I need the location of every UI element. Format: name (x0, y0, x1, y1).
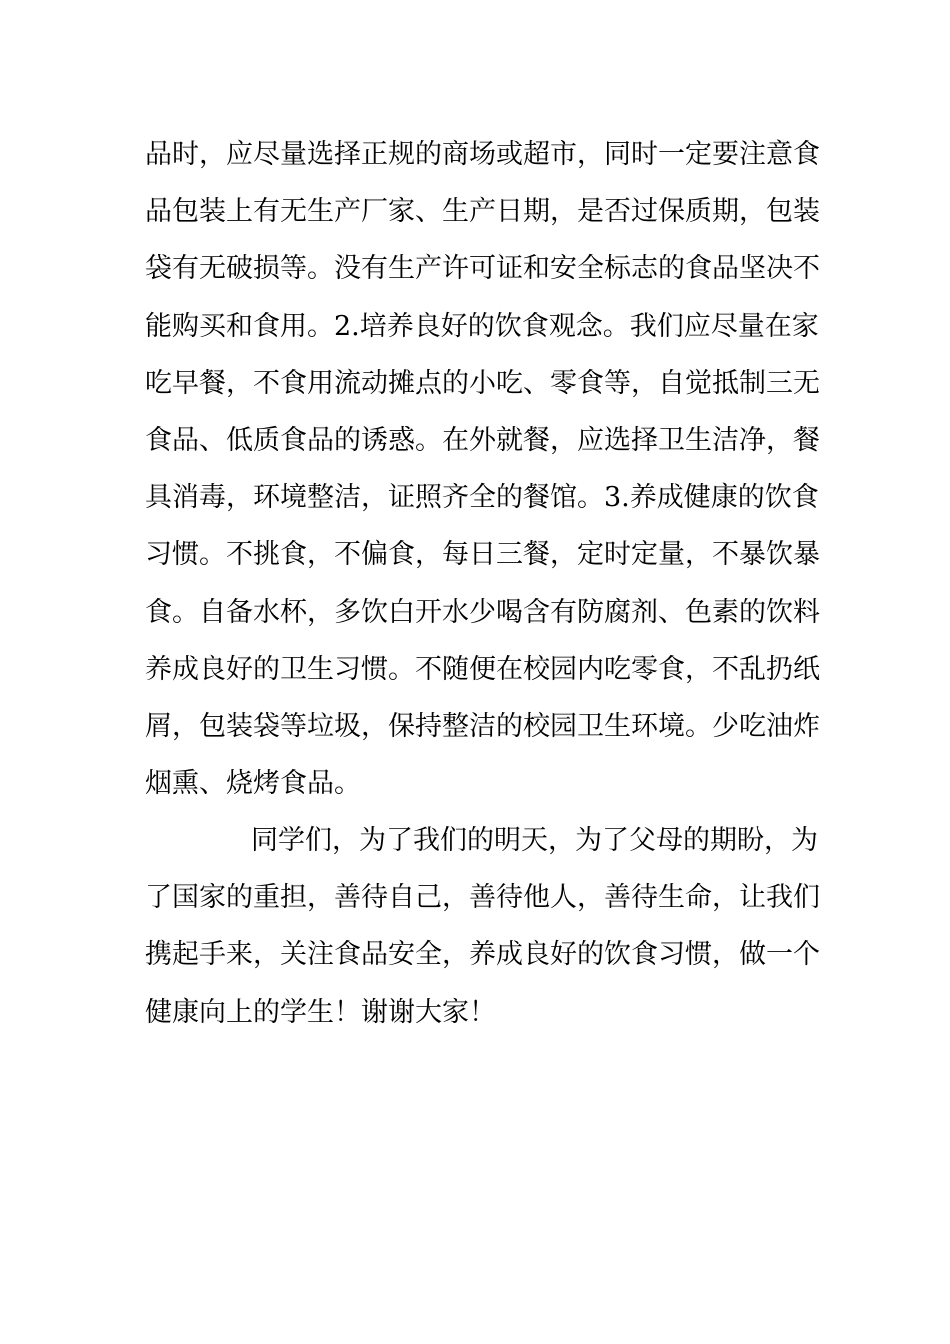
text-line: 屑，包装袋等垃圾，保持整洁的校园卫生环境。少吃油炸 (145, 710, 820, 742)
text-line: 同学们，为了我们的明天，为了父母的期盼，为 (251, 825, 818, 856)
text-line: 习惯。不挑食，不偏食，每日三餐，定时定量，不暴饮暴 (145, 539, 820, 571)
text-line: 养成良好的卫生习惯。不随便在校园内吃零食，不乱扔纸 (145, 653, 820, 685)
text-line: 携起手来，关注食品安全，养成良好的饮食习惯，做一个 (145, 939, 820, 971)
text-line: 食品、低质食品的诱惑。在外就餐，应选择卫生洁净，餐 (145, 424, 820, 456)
text-line: 能购买和食用。2.培养良好的饮食观念。我们应尽量在家 (145, 310, 819, 342)
text-line: 吃早餐，不食用流动摊点的小吃、零食等，自觉抵制三无 (145, 367, 820, 399)
text-line: 具消毒，环境整洁，证照齐全的餐馆。3.养成健康的饮食 (145, 482, 819, 514)
text-line: 袋有无破损等。没有生产许可证和安全标志的食品坚决不 (145, 253, 820, 285)
text-line: 烟熏、烧烤食品。 (145, 768, 361, 800)
text-line: 食。自备水杯，多饮白开水少喝含有防腐剂、色素的饮料 (145, 596, 820, 628)
text-line: 健康向上的学生！谢谢大家！ (145, 996, 496, 1028)
body-paragraph-2 (145, 812, 820, 1041)
body-paragraph-1 (145, 126, 820, 812)
text-line: 了国家的重担，善待自己，善待他人，善待生命，让我们 (145, 882, 820, 914)
text-line: 品时，应尽量选择正规的商场或超市，同时一定要注意食 (145, 139, 820, 170)
text-line: 品包装上有无生产厂家、生产日期，是否过保质期，包装 (145, 196, 820, 228)
